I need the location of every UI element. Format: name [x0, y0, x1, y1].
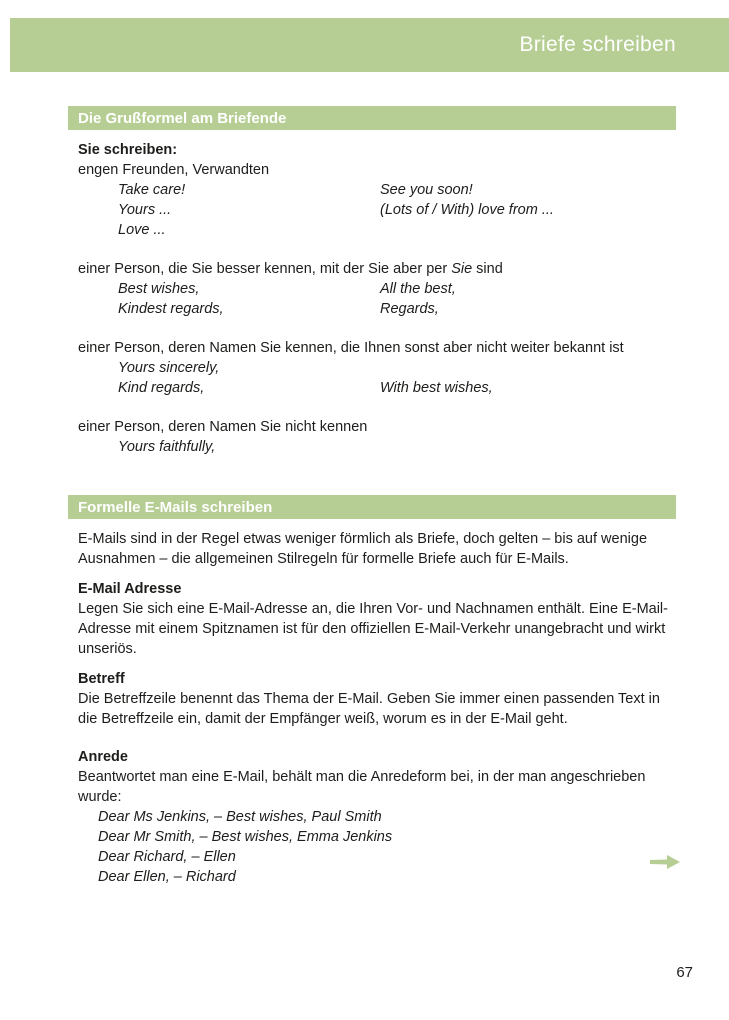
page-header-banner: [10, 18, 729, 72]
subsection-betreff: [78, 669, 676, 729]
group-lead-pre: einer Person, die Sie besser kennen, mit der Sie aber per: [78, 261, 452, 277]
example-grid: [78, 437, 676, 457]
example-grid: [78, 279, 676, 319]
example-phrase: All the best,: [380, 281, 456, 297]
subsection-anrede: [78, 747, 676, 887]
example-phrase: Yours faithfully,: [118, 439, 216, 455]
group-lead: einer Person, deren Namen Sie kennen, die Ihnen sonst aber nicht weiter bekannt ist: [78, 340, 624, 356]
grussformel-body: [68, 140, 676, 457]
group-intro-bold: Sie schreiben:: [78, 142, 178, 158]
example-phrase: Yours ...: [118, 202, 172, 218]
group-lead: [78, 259, 676, 279]
page-number: 67: [676, 964, 693, 981]
group-lead-post: sind: [472, 261, 503, 277]
example-phrase: [380, 437, 676, 457]
example-phrase: Kindest regards,: [118, 301, 224, 317]
example-phrase: See you soon!: [380, 182, 473, 198]
example-phrase: Yours sincerely,: [118, 360, 220, 376]
content: [68, 106, 676, 887]
subsection-paragraph: Beantwortet man eine E-Mail, behält man die Anredeform bei, in der man angeschrieben wurde:: [78, 769, 646, 805]
salutation-group-friends: [78, 140, 676, 240]
example-line: Dear Richard, – Ellen: [98, 849, 236, 865]
example-phrase: Regards,: [380, 301, 439, 317]
page-continues-arrow-icon: [650, 852, 680, 872]
subsection-heading: Anrede: [78, 749, 128, 765]
subsection-paragraph: Die Betreffzeile benennt das Thema der E-Mail. Geben Sie immer einen passenden Text in die Betreffzeile ein, damit der Empfänger weiß, worum es in der E-Mail geht.: [78, 691, 660, 727]
group-lead: einer Person, deren Namen Sie nicht kennen: [78, 419, 368, 435]
section-heading-formelle-emails-label: Formelle E-Mails schreiben: [78, 498, 273, 516]
section-heading-formelle-emails: [68, 495, 676, 519]
subsection-heading: E-Mail Adresse: [78, 581, 182, 597]
example-line: Dear Ellen, – Richard: [98, 869, 236, 885]
salutation-group-unknown-name: [78, 417, 676, 457]
group-lead: engen Freunden, Verwandten: [78, 162, 270, 178]
example-phrase: [380, 358, 676, 378]
example-grid: [78, 180, 676, 240]
group-lead-emphasis: Sie: [451, 261, 473, 277]
section-intro-paragraph: E-Mails sind in der Regel etwas weniger förmlich als Briefe, doch gelten – bis auf wenige Ausnahmen – die allgemeinen Stilregeln für formelle Briefe auch für E-Mails.: [78, 531, 648, 567]
example-phrase: (Lots of / With) love from ...: [380, 202, 554, 218]
example-line: Dear Ms Jenkins, – Best wishes, Paul Smith: [98, 809, 382, 825]
salutation-group-acquainted: [78, 259, 676, 319]
example-phrase: [380, 220, 676, 240]
subsection-paragraph: Legen Sie sich eine E-Mail-Adresse an, die Ihren Vor- und Nachnamen enthält. Eine E-Mail-Adresse mit einem Spitznamen ist für den offiziellen E-Mail-Verkehr unangebracht und wirkt unseriös.: [78, 601, 668, 657]
example-phrase: Take care!: [118, 182, 186, 198]
anrede-examples-list: [78, 807, 676, 887]
section-heading-grussformel-label: Die Grußformel am Briefende: [78, 109, 287, 127]
example-phrase: Love ...: [118, 222, 166, 238]
example-phrase: Best wishes,: [118, 281, 200, 297]
formelle-emails-body: [68, 529, 676, 887]
page-title: Briefe schreiben: [519, 33, 676, 56]
example-phrase: With best wishes,: [380, 380, 493, 396]
subsection-heading: Betreff: [78, 671, 125, 687]
subsection-email-adresse: [78, 579, 676, 659]
example-phrase: Kind regards,: [118, 380, 205, 396]
example-grid: [78, 358, 676, 398]
section-heading-grussformel: [68, 106, 676, 130]
example-line: Dear Mr Smith, – Best wishes, Emma Jenkins: [98, 829, 393, 845]
salutation-group-known-name: [78, 338, 676, 398]
